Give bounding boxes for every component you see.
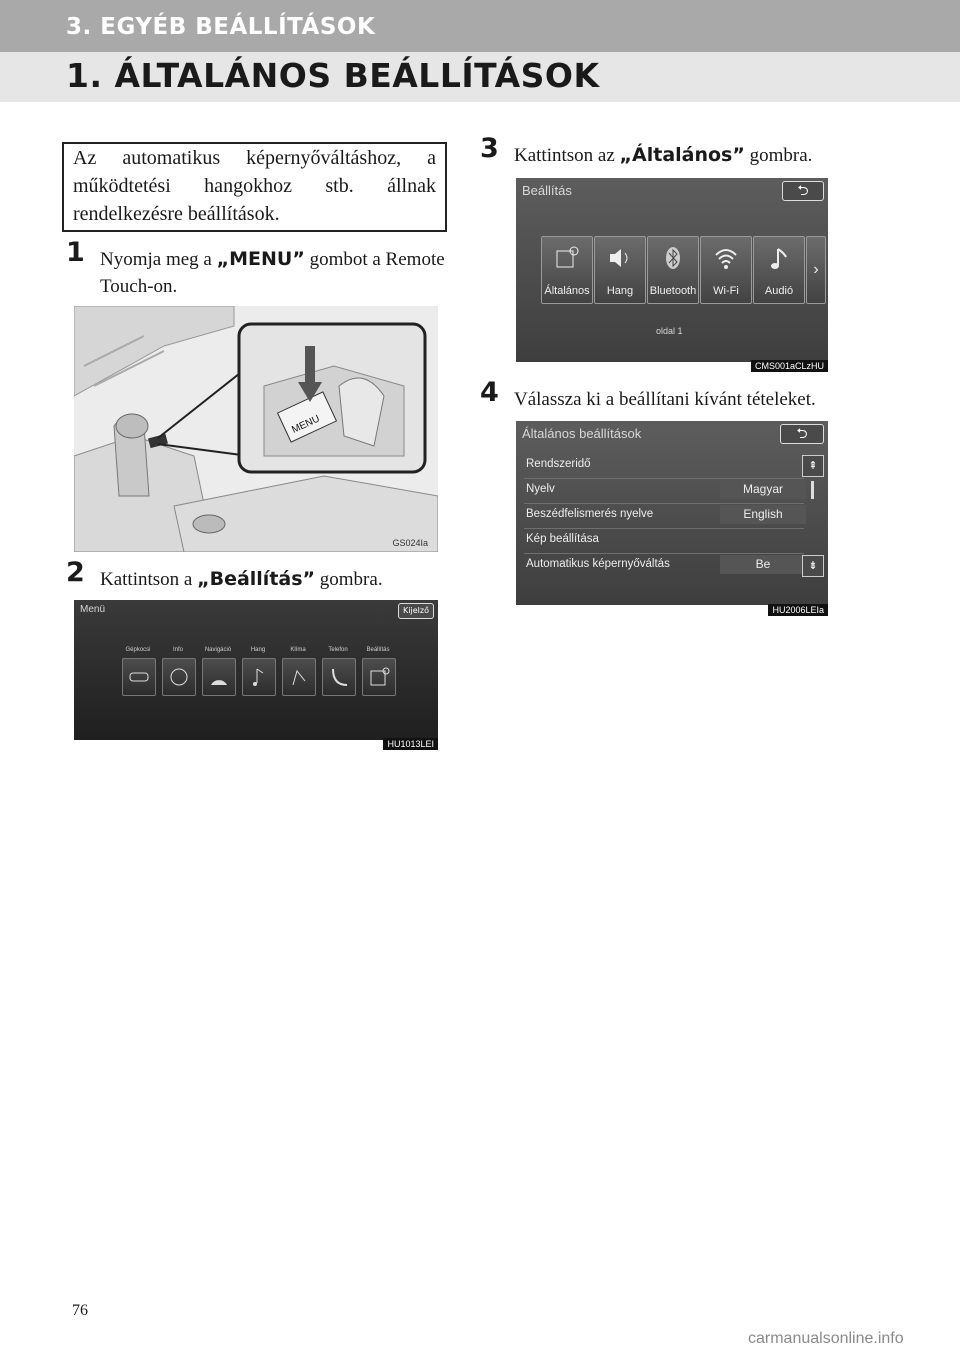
tile-wifi[interactable]: Wi-Fi	[700, 236, 752, 304]
tile-sound[interactable]: Hang	[594, 236, 646, 304]
menu-label-climate: Klíma	[290, 647, 306, 653]
menu-button-label: MENU	[290, 413, 322, 436]
setting-value: Be	[720, 555, 806, 574]
settings-screen-figure	[516, 178, 828, 372]
tile-general[interactable]: Általános	[541, 236, 593, 304]
tile-bluetooth[interactable]: Bluetooth	[647, 236, 699, 304]
menu-label-sound: Hang	[250, 647, 266, 653]
setting-row-clock[interactable]: Rendszeridő	[524, 453, 804, 479]
menu-label-info: Info	[172, 647, 183, 653]
setting-value: Magyar	[720, 480, 806, 499]
settings-screen	[516, 178, 828, 362]
step-4: 4 Válassza ki a beállítani kívánt tételeket.	[480, 377, 816, 410]
speaker-icon	[607, 245, 633, 271]
watermark: carmanualsonline.info	[748, 1330, 904, 1347]
setting-value: English	[720, 505, 806, 524]
menu-label-vehicle: Gépkocsi	[125, 647, 151, 653]
music-note-icon[interactable]	[242, 658, 276, 696]
remote-touch-illustration	[74, 306, 438, 552]
step-1: 1 Nyomja meg a „MENU” gombot a Remote Touch-on.	[66, 237, 445, 297]
menu-screen-figure	[74, 600, 438, 750]
step-number: 1	[66, 237, 85, 268]
settings-icon[interactable]	[362, 658, 396, 696]
navigation-icon[interactable]	[202, 658, 236, 696]
menu-label-phone: Telefon	[328, 647, 348, 653]
console-drawing	[74, 306, 438, 552]
wifi-icon	[713, 245, 739, 271]
scrollbar-thumb[interactable]	[811, 481, 814, 499]
menu-label-navigation: Navigáció	[204, 647, 232, 653]
next-page-button[interactable]	[806, 236, 826, 304]
menu-screen	[74, 600, 438, 740]
page-indicator: oldal 1	[656, 326, 683, 336]
general-settings-screen	[516, 421, 828, 605]
info-icon[interactable]	[162, 658, 196, 696]
screen-title: Beállítás	[522, 183, 572, 198]
back-button[interactable]: ⮌	[782, 181, 824, 201]
tile-audio[interactable]: Audió	[753, 236, 805, 304]
figure-code: HU2006LEIa	[768, 604, 828, 616]
phone-icon[interactable]	[322, 658, 356, 696]
figure-code: CMS001aCLzHU	[751, 360, 828, 372]
figure-code: GS024Ia	[392, 538, 428, 548]
chevron-right-icon: ›	[813, 261, 819, 278]
car-icon[interactable]	[122, 658, 156, 696]
screen-title: Menü	[80, 604, 106, 615]
section-header	[0, 0, 960, 52]
music-note-icon	[766, 245, 792, 271]
figure-code: HU1013LEI	[383, 738, 438, 750]
setting-row-voice-language[interactable]: Beszédfelismerés nyelve English	[524, 503, 804, 529]
screen-title: Általános beállítások	[522, 426, 642, 441]
step-number: 2	[66, 557, 85, 588]
step-3: 3 Kattintson az „Általános” gombra.	[480, 133, 813, 166]
climate-seat-icon[interactable]	[282, 658, 316, 696]
step-2: 2 Kattintson a „Beállítás” gombra.	[66, 557, 383, 590]
section-title: 3. EGYÉB BEÁLLÍTÁSOK	[66, 14, 376, 40]
intro-box: Az automatikus képernyőváltáshoz, a működtetési hangokhoz stb. állnak rendelkezésre beállítások.	[62, 142, 447, 232]
setting-row-auto-screen[interactable]: Automatikus képernyőváltás Be	[524, 553, 804, 578]
setting-row-language[interactable]: Nyelv Magyar	[524, 478, 804, 504]
general-settings-figure	[516, 421, 828, 616]
page-number: 76	[72, 1302, 88, 1319]
scroll-up-button[interactable]: ⇞	[802, 455, 824, 477]
menu-label-settings: Beállítás	[366, 647, 390, 653]
step-number: 4	[480, 377, 499, 408]
display-button[interactable]: Kijelző	[398, 603, 434, 619]
page-title: 1. ÁLTALÁNOS BEÁLLÍTÁSOK	[66, 56, 600, 95]
back-button[interactable]: ⮌	[780, 424, 824, 444]
setting-row-image[interactable]: Kép beállítása	[524, 528, 804, 554]
settings-icon	[554, 245, 580, 271]
step-number: 3	[480, 133, 499, 164]
scroll-down-button[interactable]: ⇟	[802, 555, 824, 577]
page-header	[0, 52, 960, 102]
bluetooth-icon	[660, 245, 686, 271]
